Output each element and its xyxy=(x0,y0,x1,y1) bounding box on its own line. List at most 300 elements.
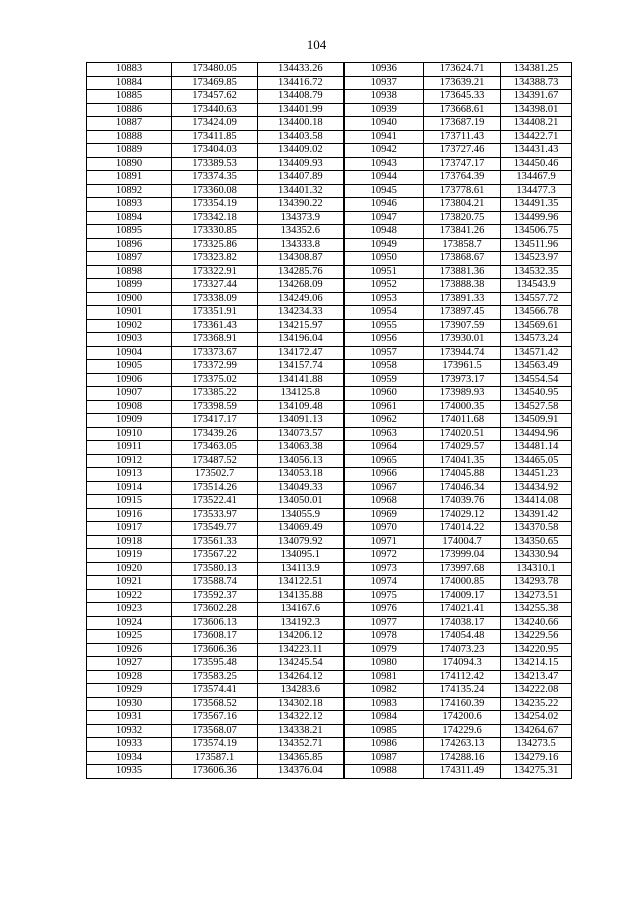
table-row xyxy=(87,441,572,455)
x-coordinate-cell: 173375.02 xyxy=(172,373,258,387)
x-coordinate-cell: 173457.62 xyxy=(172,90,258,104)
y-coordinate-cell: 134527.58 xyxy=(501,400,572,414)
point-number-cell: 10946 xyxy=(344,198,424,212)
y-coordinate-cell: 134285.76 xyxy=(258,265,344,279)
x-coordinate-cell: 174094.3 xyxy=(424,657,501,671)
y-coordinate-cell: 134234.33 xyxy=(258,306,344,320)
x-coordinate-cell: 173567.16 xyxy=(172,711,258,725)
table-row xyxy=(87,576,572,590)
point-number-cell: 10969 xyxy=(344,508,424,522)
y-coordinate-cell: 134391.67 xyxy=(501,90,572,104)
y-coordinate-cell: 134465.05 xyxy=(501,454,572,468)
point-number-cell: 10959 xyxy=(344,373,424,387)
y-coordinate-cell: 134063.38 xyxy=(258,441,344,455)
table-row xyxy=(87,211,572,225)
point-number-cell: 10886 xyxy=(87,103,172,117)
x-coordinate-cell: 173440.63 xyxy=(172,103,258,117)
point-number-cell: 10973 xyxy=(344,562,424,576)
x-coordinate-cell: 174135.24 xyxy=(424,684,501,698)
point-number-cell: 10926 xyxy=(87,643,172,657)
x-coordinate-cell: 173804.21 xyxy=(424,198,501,212)
point-number-cell: 10899 xyxy=(87,279,172,293)
x-coordinate-cell: 173361.43 xyxy=(172,319,258,333)
point-number-cell: 10982 xyxy=(344,684,424,698)
x-coordinate-cell: 174263.13 xyxy=(424,738,501,752)
y-coordinate-cell: 134554.54 xyxy=(501,373,572,387)
x-coordinate-cell: 173858.7 xyxy=(424,238,501,252)
point-number-cell: 10920 xyxy=(87,562,172,576)
point-number-cell: 10917 xyxy=(87,522,172,536)
x-coordinate-cell: 173606.36 xyxy=(172,643,258,657)
point-number-cell: 10955 xyxy=(344,319,424,333)
y-coordinate-cell: 134566.78 xyxy=(501,306,572,320)
y-coordinate-cell: 134122.51 xyxy=(258,576,344,590)
x-coordinate-cell: 173389.53 xyxy=(172,157,258,171)
y-coordinate-cell: 134245.54 xyxy=(258,657,344,671)
y-coordinate-cell: 134494.96 xyxy=(501,427,572,441)
x-coordinate-cell: 173417.17 xyxy=(172,414,258,428)
point-number-cell: 10956 xyxy=(344,333,424,347)
x-coordinate-cell: 174011.68 xyxy=(424,414,501,428)
point-number-cell: 10921 xyxy=(87,576,172,590)
y-coordinate-cell: 134196.04 xyxy=(258,333,344,347)
x-coordinate-cell: 173568.07 xyxy=(172,724,258,738)
point-number-cell: 10988 xyxy=(344,765,424,779)
coordinates-table xyxy=(86,62,572,779)
table-row xyxy=(87,130,572,144)
point-number-cell: 10940 xyxy=(344,117,424,131)
table-row xyxy=(87,684,572,698)
x-coordinate-cell: 173574.19 xyxy=(172,738,258,752)
y-coordinate-cell: 134192.3 xyxy=(258,616,344,630)
point-number-cell: 10981 xyxy=(344,670,424,684)
table-row xyxy=(87,333,572,347)
table-row xyxy=(87,306,572,320)
point-number-cell: 10888 xyxy=(87,130,172,144)
point-number-cell: 10938 xyxy=(344,90,424,104)
table-row xyxy=(87,414,572,428)
x-coordinate-cell: 173360.08 xyxy=(172,184,258,198)
point-number-cell: 10979 xyxy=(344,643,424,657)
table-row xyxy=(87,346,572,360)
point-number-cell: 10943 xyxy=(344,157,424,171)
x-coordinate-cell: 173342.18 xyxy=(172,211,258,225)
table-row xyxy=(87,670,572,684)
x-coordinate-cell: 173522.41 xyxy=(172,495,258,509)
point-number-cell: 10928 xyxy=(87,670,172,684)
x-coordinate-cell: 173568.52 xyxy=(172,697,258,711)
page-number: 104 xyxy=(306,37,327,52)
y-coordinate-cell: 134215.97 xyxy=(258,319,344,333)
x-coordinate-cell: 174014.22 xyxy=(424,522,501,536)
table-row xyxy=(87,589,572,603)
table-row xyxy=(87,616,572,630)
y-coordinate-cell: 134557.72 xyxy=(501,292,572,306)
y-coordinate-cell: 134222.08 xyxy=(501,684,572,698)
x-coordinate-cell: 173385.22 xyxy=(172,387,258,401)
x-coordinate-cell: 173606.36 xyxy=(172,765,258,779)
point-number-cell: 10972 xyxy=(344,549,424,563)
point-number-cell: 10947 xyxy=(344,211,424,225)
y-coordinate-cell: 134302.18 xyxy=(258,697,344,711)
y-coordinate-cell: 134293.78 xyxy=(501,576,572,590)
y-coordinate-cell: 134400.18 xyxy=(258,117,344,131)
point-number-cell: 10923 xyxy=(87,603,172,617)
y-coordinate-cell: 134049.33 xyxy=(258,481,344,495)
point-number-cell: 10903 xyxy=(87,333,172,347)
table-row xyxy=(87,265,572,279)
y-coordinate-cell: 134350.65 xyxy=(501,535,572,549)
table-row xyxy=(87,454,572,468)
y-coordinate-cell: 134373.9 xyxy=(258,211,344,225)
point-number-cell: 10944 xyxy=(344,171,424,185)
y-coordinate-cell: 134365.85 xyxy=(258,751,344,765)
y-coordinate-cell: 134167.6 xyxy=(258,603,344,617)
point-number-cell: 10906 xyxy=(87,373,172,387)
point-number-cell: 10929 xyxy=(87,684,172,698)
x-coordinate-cell: 173764.39 xyxy=(424,171,501,185)
x-coordinate-cell: 173907.59 xyxy=(424,319,501,333)
y-coordinate-cell: 134409.93 xyxy=(258,157,344,171)
x-coordinate-cell: 173322.91 xyxy=(172,265,258,279)
point-number-cell: 10887 xyxy=(87,117,172,131)
table-row xyxy=(87,76,572,90)
y-coordinate-cell: 134401.32 xyxy=(258,184,344,198)
x-coordinate-cell: 173624.71 xyxy=(424,63,501,77)
point-number-cell: 10933 xyxy=(87,738,172,752)
point-number-cell: 10931 xyxy=(87,711,172,725)
y-coordinate-cell: 134573.24 xyxy=(501,333,572,347)
x-coordinate-cell: 173574.41 xyxy=(172,684,258,698)
x-coordinate-cell: 173580.13 xyxy=(172,562,258,576)
point-number-cell: 10936 xyxy=(344,63,424,77)
x-coordinate-cell: 173374.35 xyxy=(172,171,258,185)
point-number-cell: 10971 xyxy=(344,535,424,549)
table-row xyxy=(87,360,572,374)
x-coordinate-cell: 173897.45 xyxy=(424,306,501,320)
x-coordinate-cell: 173973.17 xyxy=(424,373,501,387)
point-number-cell: 10960 xyxy=(344,387,424,401)
x-coordinate-cell: 173868.67 xyxy=(424,252,501,266)
point-number-cell: 10896 xyxy=(87,238,172,252)
y-coordinate-cell: 134235.22 xyxy=(501,697,572,711)
x-coordinate-cell: 173372.99 xyxy=(172,360,258,374)
x-coordinate-cell: 173687.19 xyxy=(424,117,501,131)
x-coordinate-cell: 174112.42 xyxy=(424,670,501,684)
y-coordinate-cell: 134511.96 xyxy=(501,238,572,252)
x-coordinate-cell: 173961.5 xyxy=(424,360,501,374)
x-coordinate-cell: 173668.61 xyxy=(424,103,501,117)
point-number-cell: 10914 xyxy=(87,481,172,495)
y-coordinate-cell: 134206.12 xyxy=(258,630,344,644)
table-row xyxy=(87,495,572,509)
y-coordinate-cell: 134157.74 xyxy=(258,360,344,374)
point-number-cell: 10939 xyxy=(344,103,424,117)
x-coordinate-cell: 173327.44 xyxy=(172,279,258,293)
x-coordinate-cell: 174038.17 xyxy=(424,616,501,630)
x-coordinate-cell: 173411.85 xyxy=(172,130,258,144)
point-number-cell: 10908 xyxy=(87,400,172,414)
x-coordinate-cell: 173711.43 xyxy=(424,130,501,144)
x-coordinate-cell: 173514.26 xyxy=(172,481,258,495)
x-coordinate-cell: 174160.39 xyxy=(424,697,501,711)
x-coordinate-cell: 173487.52 xyxy=(172,454,258,468)
y-coordinate-cell: 134283.6 xyxy=(258,684,344,698)
y-coordinate-cell: 134540.95 xyxy=(501,387,572,401)
x-coordinate-cell: 173592.37 xyxy=(172,589,258,603)
point-number-cell: 10966 xyxy=(344,468,424,482)
y-coordinate-cell: 134409.02 xyxy=(258,144,344,158)
table-row xyxy=(87,427,572,441)
x-coordinate-cell: 173930.01 xyxy=(424,333,501,347)
point-number-cell: 10983 xyxy=(344,697,424,711)
table-row xyxy=(87,603,572,617)
y-coordinate-cell: 134381.25 xyxy=(501,63,572,77)
point-number-cell: 10892 xyxy=(87,184,172,198)
point-number-cell: 10898 xyxy=(87,265,172,279)
point-number-cell: 10913 xyxy=(87,468,172,482)
x-coordinate-cell: 174000.85 xyxy=(424,576,501,590)
table-row xyxy=(87,535,572,549)
y-coordinate-cell: 134523.97 xyxy=(501,252,572,266)
point-number-cell: 10912 xyxy=(87,454,172,468)
y-coordinate-cell: 134481.14 xyxy=(501,441,572,455)
y-coordinate-cell: 134268.09 xyxy=(258,279,344,293)
table-row xyxy=(87,279,572,293)
table-row xyxy=(87,117,572,131)
point-number-cell: 10893 xyxy=(87,198,172,212)
y-coordinate-cell: 134407.89 xyxy=(258,171,344,185)
table-row xyxy=(87,184,572,198)
y-coordinate-cell: 134477.3 xyxy=(501,184,572,198)
y-coordinate-cell: 134433.26 xyxy=(258,63,344,77)
x-coordinate-cell: 173587.1 xyxy=(172,751,258,765)
point-number-cell: 10894 xyxy=(87,211,172,225)
x-coordinate-cell: 173338.09 xyxy=(172,292,258,306)
y-coordinate-cell: 134388.73 xyxy=(501,76,572,90)
x-coordinate-cell: 173469.85 xyxy=(172,76,258,90)
y-coordinate-cell: 134509.91 xyxy=(501,414,572,428)
y-coordinate-cell: 134275.31 xyxy=(501,765,572,779)
point-number-cell: 10941 xyxy=(344,130,424,144)
x-coordinate-cell: 174041.35 xyxy=(424,454,501,468)
point-number-cell: 10883 xyxy=(87,63,172,77)
point-number-cell: 10970 xyxy=(344,522,424,536)
y-coordinate-cell: 134220.95 xyxy=(501,643,572,657)
point-number-cell: 10918 xyxy=(87,535,172,549)
x-coordinate-cell: 174029.12 xyxy=(424,508,501,522)
point-number-cell: 10901 xyxy=(87,306,172,320)
x-coordinate-cell: 173398.59 xyxy=(172,400,258,414)
coordinates-table-body xyxy=(87,63,572,779)
point-number-cell: 10962 xyxy=(344,414,424,428)
y-coordinate-cell: 134398.01 xyxy=(501,103,572,117)
table-row xyxy=(87,630,572,644)
point-number-cell: 10964 xyxy=(344,441,424,455)
x-coordinate-cell: 173404.03 xyxy=(172,144,258,158)
point-number-cell: 10978 xyxy=(344,630,424,644)
y-coordinate-cell: 134401.99 xyxy=(258,103,344,117)
x-coordinate-cell: 174054.48 xyxy=(424,630,501,644)
table-row xyxy=(87,549,572,563)
x-coordinate-cell: 173820.75 xyxy=(424,211,501,225)
y-coordinate-cell: 134053.18 xyxy=(258,468,344,482)
point-number-cell: 10937 xyxy=(344,76,424,90)
x-coordinate-cell: 174021.41 xyxy=(424,603,501,617)
point-number-cell: 10916 xyxy=(87,508,172,522)
table-row xyxy=(87,738,572,752)
x-coordinate-cell: 174039.76 xyxy=(424,495,501,509)
y-coordinate-cell: 134091.13 xyxy=(258,414,344,428)
x-coordinate-cell: 174020.51 xyxy=(424,427,501,441)
table-row xyxy=(87,765,572,779)
y-coordinate-cell: 134352.71 xyxy=(258,738,344,752)
y-coordinate-cell: 134333.8 xyxy=(258,238,344,252)
y-coordinate-cell: 134467.9 xyxy=(501,171,572,185)
x-coordinate-cell: 173639.21 xyxy=(424,76,501,90)
y-coordinate-cell: 134109.48 xyxy=(258,400,344,414)
table-row xyxy=(87,387,572,401)
x-coordinate-cell: 173999.04 xyxy=(424,549,501,563)
y-coordinate-cell: 134273.51 xyxy=(501,589,572,603)
x-coordinate-cell: 173439.26 xyxy=(172,427,258,441)
point-number-cell: 10922 xyxy=(87,589,172,603)
table-row xyxy=(87,198,572,212)
y-coordinate-cell: 134434.92 xyxy=(501,481,572,495)
point-number-cell: 10986 xyxy=(344,738,424,752)
x-coordinate-cell: 173373.67 xyxy=(172,346,258,360)
x-coordinate-cell: 173997.68 xyxy=(424,562,501,576)
table-row xyxy=(87,400,572,414)
point-number-cell: 10952 xyxy=(344,279,424,293)
point-number-cell: 10927 xyxy=(87,657,172,671)
x-coordinate-cell: 173944.74 xyxy=(424,346,501,360)
y-coordinate-cell: 134532.35 xyxy=(501,265,572,279)
point-number-cell: 10961 xyxy=(344,400,424,414)
x-coordinate-cell: 173891.33 xyxy=(424,292,501,306)
table-row xyxy=(87,319,572,333)
y-coordinate-cell: 134408.21 xyxy=(501,117,572,131)
point-number-cell: 10907 xyxy=(87,387,172,401)
point-number-cell: 10935 xyxy=(87,765,172,779)
x-coordinate-cell: 173480.05 xyxy=(172,63,258,77)
y-coordinate-cell: 134279.16 xyxy=(501,751,572,765)
x-coordinate-cell: 173533.97 xyxy=(172,508,258,522)
point-number-cell: 10948 xyxy=(344,225,424,239)
x-coordinate-cell: 174200.6 xyxy=(424,711,501,725)
y-coordinate-cell: 134416.72 xyxy=(258,76,344,90)
x-coordinate-cell: 173463.05 xyxy=(172,441,258,455)
y-coordinate-cell: 134264.12 xyxy=(258,670,344,684)
point-number-cell: 10958 xyxy=(344,360,424,374)
table-row xyxy=(87,508,572,522)
y-coordinate-cell: 134391.42 xyxy=(501,508,572,522)
point-number-cell: 10902 xyxy=(87,319,172,333)
point-number-cell: 10945 xyxy=(344,184,424,198)
x-coordinate-cell: 173588.74 xyxy=(172,576,258,590)
y-coordinate-cell: 134422.71 xyxy=(501,130,572,144)
point-number-cell: 10889 xyxy=(87,144,172,158)
y-coordinate-cell: 134055.9 xyxy=(258,508,344,522)
y-coordinate-cell: 134370.58 xyxy=(501,522,572,536)
y-coordinate-cell: 134113.9 xyxy=(258,562,344,576)
point-number-cell: 10910 xyxy=(87,427,172,441)
point-number-cell: 10890 xyxy=(87,157,172,171)
y-coordinate-cell: 134431.43 xyxy=(501,144,572,158)
x-coordinate-cell: 173351.91 xyxy=(172,306,258,320)
table-row xyxy=(87,697,572,711)
x-coordinate-cell: 174045.88 xyxy=(424,468,501,482)
point-number-cell: 10900 xyxy=(87,292,172,306)
table-row xyxy=(87,252,572,266)
x-coordinate-cell: 173595.48 xyxy=(172,657,258,671)
y-coordinate-cell: 134563.49 xyxy=(501,360,572,374)
y-coordinate-cell: 134264.67 xyxy=(501,724,572,738)
point-number-cell: 10967 xyxy=(344,481,424,495)
x-coordinate-cell: 173354.19 xyxy=(172,198,258,212)
point-number-cell: 10891 xyxy=(87,171,172,185)
table-row xyxy=(87,643,572,657)
point-number-cell: 10977 xyxy=(344,616,424,630)
table-row xyxy=(87,144,572,158)
y-coordinate-cell: 134240.66 xyxy=(501,616,572,630)
point-number-cell: 10975 xyxy=(344,589,424,603)
y-coordinate-cell: 134141.88 xyxy=(258,373,344,387)
y-coordinate-cell: 134571.42 xyxy=(501,346,572,360)
y-coordinate-cell: 134073.57 xyxy=(258,427,344,441)
table-row xyxy=(87,711,572,725)
y-coordinate-cell: 134095.1 xyxy=(258,549,344,563)
x-coordinate-cell: 173989.93 xyxy=(424,387,501,401)
table-row xyxy=(87,292,572,306)
point-number-cell: 10985 xyxy=(344,724,424,738)
y-coordinate-cell: 134450.46 xyxy=(501,157,572,171)
table-row xyxy=(87,724,572,738)
y-coordinate-cell: 134376.04 xyxy=(258,765,344,779)
y-coordinate-cell: 134491.35 xyxy=(501,198,572,212)
point-number-cell: 10950 xyxy=(344,252,424,266)
x-coordinate-cell: 173881.36 xyxy=(424,265,501,279)
x-coordinate-cell: 173368.91 xyxy=(172,333,258,347)
x-coordinate-cell: 174288.16 xyxy=(424,751,501,765)
point-number-cell: 10885 xyxy=(87,90,172,104)
x-coordinate-cell: 174311.49 xyxy=(424,765,501,779)
x-coordinate-cell: 173502.7 xyxy=(172,468,258,482)
y-coordinate-cell: 134310.1 xyxy=(501,562,572,576)
y-coordinate-cell: 134229.56 xyxy=(501,630,572,644)
point-number-cell: 10884 xyxy=(87,76,172,90)
y-coordinate-cell: 134499.96 xyxy=(501,211,572,225)
table-row xyxy=(87,90,572,104)
x-coordinate-cell: 174009.17 xyxy=(424,589,501,603)
y-coordinate-cell: 134506.75 xyxy=(501,225,572,239)
x-coordinate-cell: 173841.26 xyxy=(424,225,501,239)
x-coordinate-cell: 173567.22 xyxy=(172,549,258,563)
point-number-cell: 10905 xyxy=(87,360,172,374)
x-coordinate-cell: 173325.86 xyxy=(172,238,258,252)
y-coordinate-cell: 134569.61 xyxy=(501,319,572,333)
x-coordinate-cell: 174229.6 xyxy=(424,724,501,738)
table-row xyxy=(87,468,572,482)
y-coordinate-cell: 134330.94 xyxy=(501,549,572,563)
y-coordinate-cell: 134125.8 xyxy=(258,387,344,401)
y-coordinate-cell: 134543.9 xyxy=(501,279,572,293)
x-coordinate-cell: 173549.77 xyxy=(172,522,258,536)
point-number-cell: 10963 xyxy=(344,427,424,441)
point-number-cell: 10987 xyxy=(344,751,424,765)
x-coordinate-cell: 173323.82 xyxy=(172,252,258,266)
point-number-cell: 10911 xyxy=(87,441,172,455)
